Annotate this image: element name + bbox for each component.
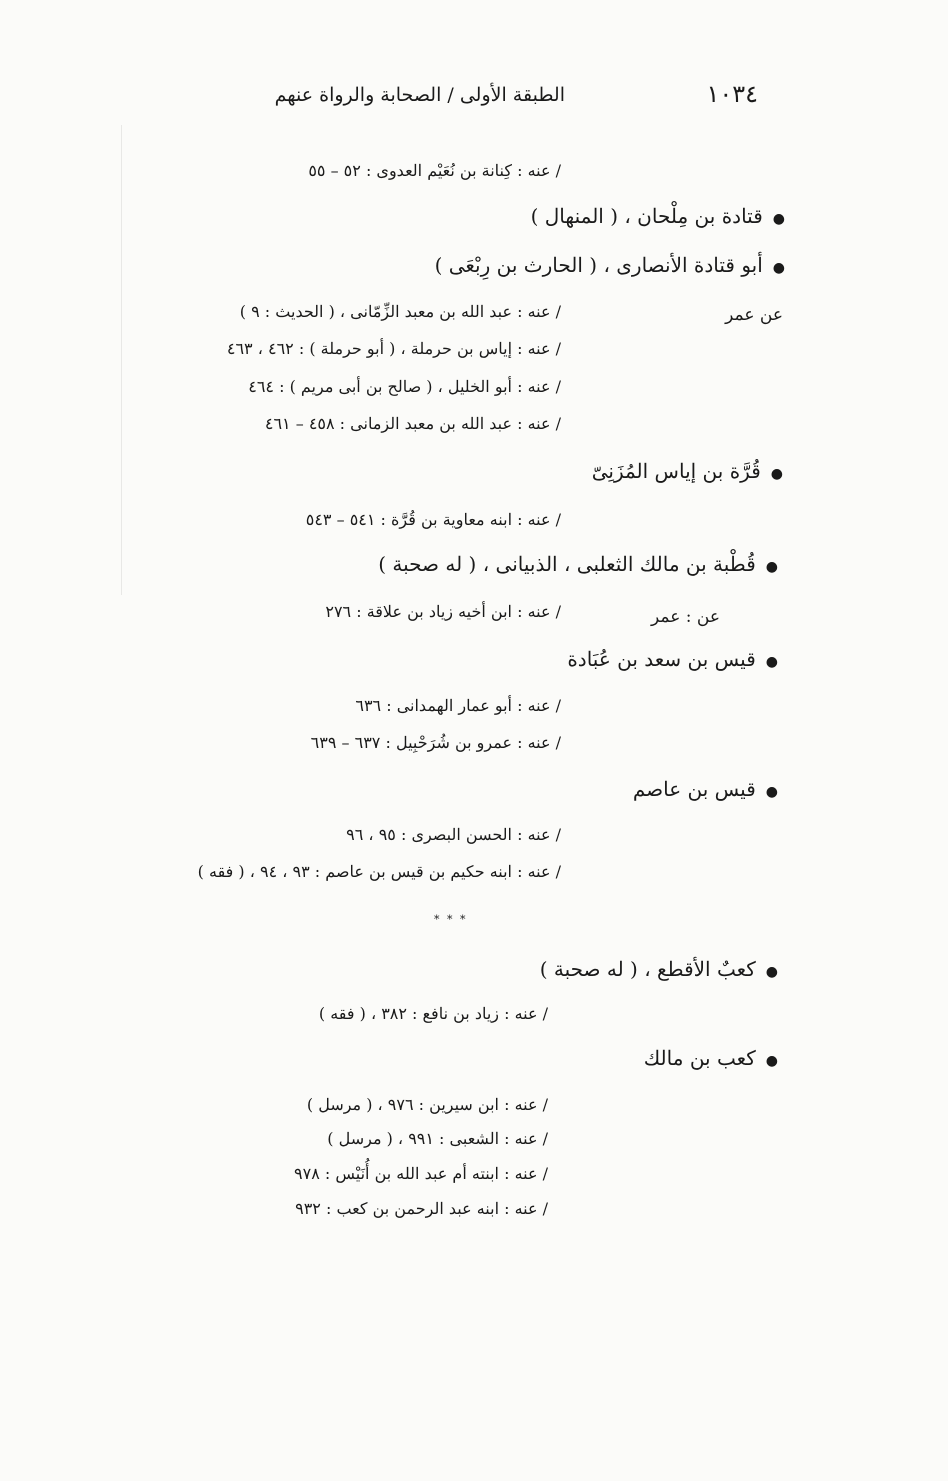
narrator-line: / عنه : عبد الله بن معبد الزمانى : ٤٥٨ – ٤٦١ — [264, 414, 561, 433]
narrator-line: / عنه : ابنه معاوية بن قُرَّة : ٥٤١ – ٥٤٣ — [305, 510, 561, 529]
narrator-line: / عنه : أبو عمار الهمدانى : ٦٣٦ — [355, 696, 561, 715]
companion-name: قيس بن سعد بن عُبَادة — [567, 647, 756, 671]
companion-entry — [540, 957, 778, 981]
narrator-line: / عنه : الشعبى : ٩٩١ ، ( مرسل ) — [327, 1129, 548, 1148]
companion-entry — [592, 459, 783, 483]
narrator-line: / عنه : ابن أخيه زياد بن علاقة : ٢٧٦ — [325, 602, 561, 621]
narrator-line: / عنه : ابنه حكيم بن قيس بن عاصم : ٩٣ ، ٩٤ ، ( فقه ) — [197, 862, 561, 881]
companion-name: كعب بن مالك — [643, 1046, 756, 1070]
companion-name: قيس بن عاصم — [632, 777, 756, 801]
narrator-line: / عنه : عمرو بن شُرَحْبِيل : ٦٣٧ – ٦٣٩ — [310, 733, 561, 752]
companion-entry — [567, 647, 778, 671]
companion-entry — [633, 777, 778, 801]
scan-margin-line — [121, 125, 122, 595]
narrator-line: / عنه : ابن سيرين : ٩٧٦ ، ( مرسل ) — [306, 1095, 548, 1114]
side-note: عن : عمر — [651, 607, 720, 627]
side-note: عن عمر — [725, 305, 783, 325]
bullet-icon: ● — [765, 964, 778, 980]
companion-entry — [378, 552, 778, 576]
narrator-line: / عنه : إياس بن حرملة ، ( أبو حرملة ) : ٤٦٢ ، ٤٦٣ — [226, 339, 561, 358]
companion-entry — [531, 204, 785, 228]
companion-entry — [644, 1046, 778, 1070]
companion-name: كعبٌ الأقطع ، ( له صحبة ) — [539, 957, 756, 981]
bullet-icon: ● — [765, 559, 778, 575]
narrator-line: / عنه : زياد بن نافع : ٣٨٢ ، ( فقه ) — [318, 1004, 548, 1023]
companion-name: قُطْبة بن مالك الثعلبى ، الذبيانى ، ( له صحبة ) — [378, 552, 756, 576]
narrator-line: / عنه : أبو الخليل ، ( صالح بن أبى مريم ) : ٤٦٤ — [248, 377, 561, 396]
companion-name: قُرَّة بن إياس المُزَنِىّ — [591, 459, 761, 483]
bullet-icon: ● — [772, 260, 785, 276]
narrator-line: / عنه : ابنه عبد الرحمن بن كعب : ٩٣٢ — [295, 1199, 548, 1218]
page-number: ١٠٣٤ — [706, 80, 758, 108]
bullet-icon: ● — [765, 1053, 778, 1069]
narrator-line: / عنه : كِنانة بن نُعَيْم العدوى : ٥٢ – ٥٥ — [308, 161, 561, 180]
bullet-icon: ● — [765, 654, 778, 670]
narrator-line: / عنه : الحسن البصرى : ٩٥ ، ٩٦ — [346, 825, 561, 844]
companion-name: أبو قتادة الأنصارى ، ( الحارث بن رِبْعَى ) — [434, 253, 763, 277]
section-separator: * * * — [434, 913, 468, 926]
narrator-line: / عنه : ابنته أم عبد الله بن أُنَيْس : ٩٧٨ — [294, 1164, 548, 1183]
bullet-icon: ● — [772, 211, 785, 227]
running-header: الطبقة الأولى / الصحابة والرواة عنهم — [274, 84, 565, 106]
bullet-icon: ● — [765, 784, 778, 800]
companion-name: قتادة بن مِلْحان ، ( المنهال ) — [530, 204, 763, 228]
companion-entry — [435, 253, 785, 277]
narrator-line: / عنه : عبد الله بن معبد الزِّمّانى ، ( الحديث : ٩ ) — [239, 302, 561, 321]
bullet-icon: ● — [770, 466, 783, 482]
